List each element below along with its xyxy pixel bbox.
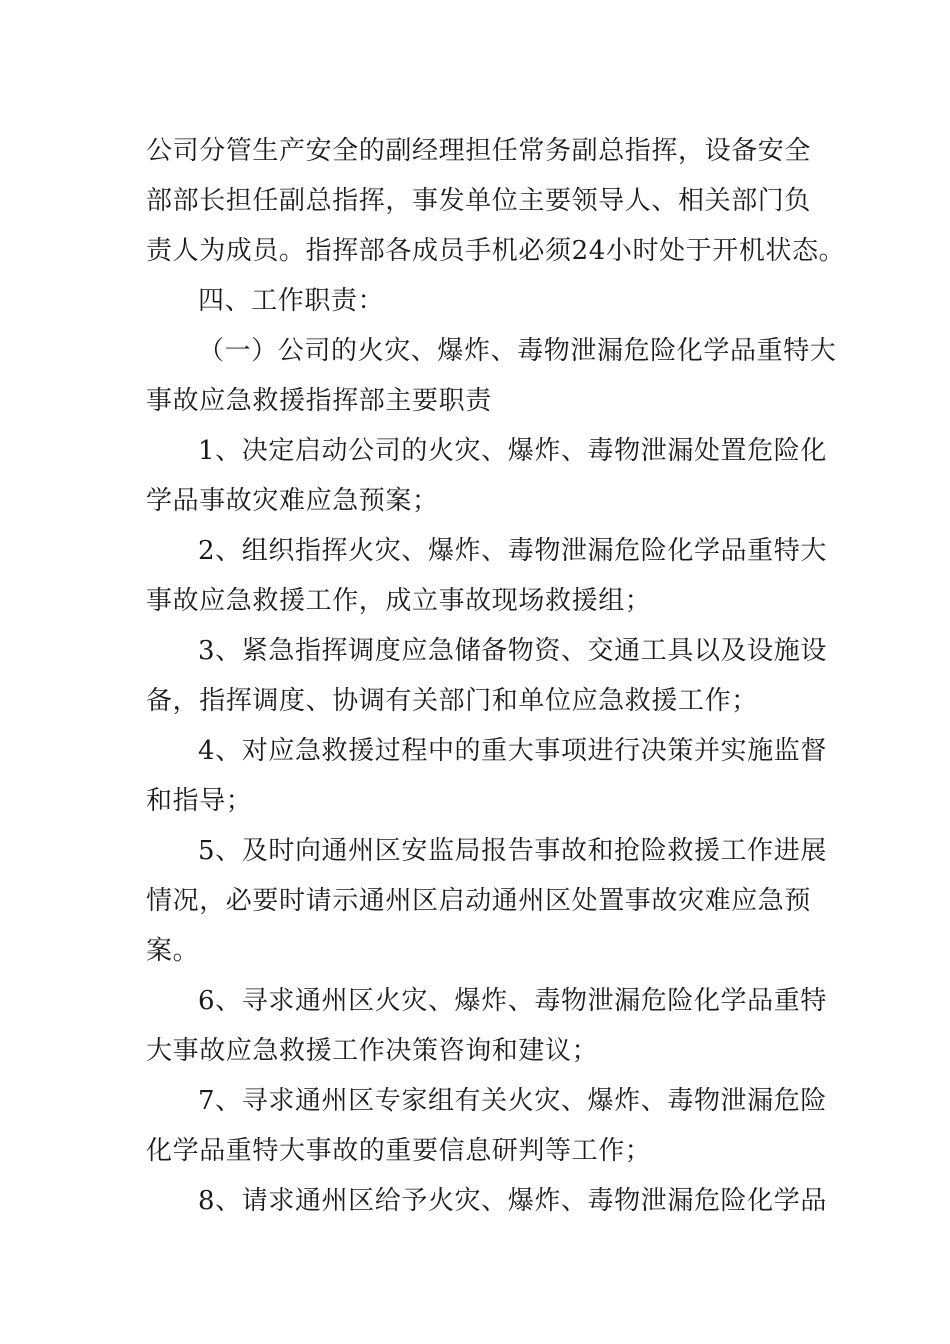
text-line: 大事故应急救援工作决策咨询和建议； [146, 1036, 599, 1066]
text-line: 事故应急救援工作，成立事故现场救援组； [146, 586, 652, 616]
list-item: 5、及时向通州区安监局报告事故和抢险救援工作进展 [198, 836, 827, 866]
text-line: 部部长担任副总指挥，事发单位主要领导人、相关部门负 [146, 186, 812, 216]
text-line: 情况，必要时请示通州区启动通州区处置事故灾难应急预 [146, 886, 812, 916]
text-line: 公司分管生产安全的副经理担任常务副总指挥，设备安全 [146, 136, 812, 166]
list-item: 4、对应急救援过程中的重大事项进行决策并实施监督 [198, 736, 827, 766]
text-line: 和指导； [146, 786, 253, 816]
list-item: 7、寻求通州区专家组有关火灾、爆炸、毒物泄漏危险 [198, 1086, 827, 1116]
list-item: 2、组织指挥火灾、爆炸、毒物泄漏危险化学品重特大 [198, 536, 827, 566]
text-line: 化学品重特大事故的重要信息研判等工作； [146, 1136, 652, 1166]
text-line: 学品事故灾难应急预案； [146, 486, 439, 516]
list-item: 6、寻求通州区火灾、爆炸、毒物泄漏危险化学品重特 [198, 986, 827, 1016]
list-item: 8、请求通州区给予火灾、爆炸、毒物泄漏危险化学品 [198, 1186, 827, 1216]
list-item: 1、决定启动公司的火灾、爆炸、毒物泄漏处置危险化 [198, 436, 827, 466]
text-line: 案。 [146, 936, 200, 966]
text-line: 责人为成员。指挥部各成员手机必须24小时处于开机状态。 [146, 236, 846, 266]
list-item: 3、紧急指挥调度应急储备物资、交通工具以及设施设 [198, 636, 827, 666]
text-line: 备，指挥调度、协调有关部门和单位应急救援工作； [146, 686, 758, 716]
section-heading: 四、工作职责： [198, 286, 385, 316]
subsection-heading: （一）公司的火灾、爆炸、毒物泄漏危险化学品重特大 [198, 336, 837, 366]
text-line: 事故应急救援指挥部主要职责 [146, 386, 492, 416]
